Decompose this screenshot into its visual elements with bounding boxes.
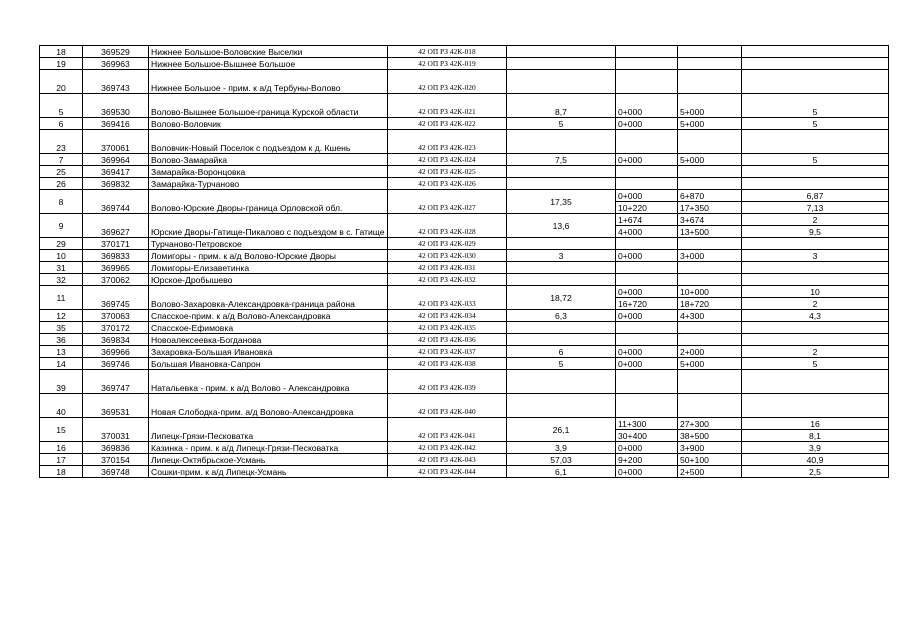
segment-end-cell xyxy=(678,370,742,394)
row-number-cell: 11 xyxy=(40,286,83,310)
segment-end-cell: 2+000 xyxy=(678,346,742,358)
road-code-cell: 42 ОП РЗ 42К-018 xyxy=(388,46,507,58)
road-code-cell: 42 ОП РЗ 42К-029 xyxy=(388,238,507,250)
segment-end-cell: 38+500 xyxy=(678,430,742,442)
segment-end-cell xyxy=(678,58,742,70)
segment-start-cell xyxy=(616,394,678,418)
segment-length-cell xyxy=(742,46,889,58)
segment-length-cell: 5 xyxy=(742,154,889,166)
road-name-cell: Волово-Вышнее Большое-граница Курской области xyxy=(149,94,388,118)
table-row xyxy=(40,394,889,418)
segment-end-cell: 5+000 xyxy=(678,118,742,130)
table-row xyxy=(40,94,889,118)
segment-start-cell xyxy=(616,370,678,394)
segment-end-cell: 6+870 xyxy=(678,190,742,202)
road-id-cell: 369834 xyxy=(83,334,149,346)
road-code-cell: 42 ОП РЗ 42К-028 xyxy=(388,214,507,238)
segment-length-cell xyxy=(742,238,889,250)
road-code-cell: 42 ОП РЗ 42К-035 xyxy=(388,322,507,334)
segment-length-cell: 2 xyxy=(742,298,889,310)
row-number-cell: 40 xyxy=(40,394,83,418)
table-row xyxy=(40,370,889,394)
segment-end-cell xyxy=(678,178,742,190)
row-number-cell: 15 xyxy=(40,418,83,442)
row-number-cell: 29 xyxy=(40,238,83,250)
segment-length-cell xyxy=(742,262,889,274)
row-number-cell: 9 xyxy=(40,214,83,238)
road-id-cell: 369417 xyxy=(83,166,149,178)
row-number-cell: 39 xyxy=(40,370,83,394)
segment-end-cell: 5+000 xyxy=(678,94,742,118)
road-code-cell: 42 ОП РЗ 42К-036 xyxy=(388,334,507,346)
road-length-cell: 6,1 xyxy=(507,466,616,478)
table-row xyxy=(40,250,889,262)
road-code-cell: 42 ОП РЗ 42К-041 xyxy=(388,418,507,442)
table-row xyxy=(40,190,889,202)
road-id-cell: 370171 xyxy=(83,238,149,250)
segment-end-cell xyxy=(678,46,742,58)
road-id-cell: 370062 xyxy=(83,274,149,286)
road-name-cell: Новоалексеевка-Богданова xyxy=(149,334,388,346)
road-length-cell: 3,9 xyxy=(507,442,616,454)
segment-start-cell: 0+000 xyxy=(616,286,678,298)
segment-length-cell: 5 xyxy=(742,94,889,118)
segment-length-cell xyxy=(742,130,889,154)
road-name-cell: Казинка - прим. к а/д Липецк-Грязи-Песковатка xyxy=(149,442,388,454)
road-length-cell xyxy=(507,394,616,418)
road-length-cell xyxy=(507,130,616,154)
segment-start-cell: 0+000 xyxy=(616,346,678,358)
table-row xyxy=(40,346,889,358)
row-number-cell: 23 xyxy=(40,130,83,154)
segment-length-cell: 10 xyxy=(742,286,889,298)
segment-end-cell: 27+300 xyxy=(678,418,742,430)
road-code-cell: 42 ОП РЗ 42К-024 xyxy=(388,154,507,166)
road-length-cell: 5 xyxy=(507,118,616,130)
road-code-cell: 42 ОП РЗ 42К-032 xyxy=(388,274,507,286)
segment-start-cell: 4+000 xyxy=(616,226,678,238)
road-length-cell: 7,5 xyxy=(507,154,616,166)
road-name-cell: Сошки-прим. к а/д Липецк-Усмань xyxy=(149,466,388,478)
segment-start-cell: 0+000 xyxy=(616,310,678,322)
row-number-cell: 10 xyxy=(40,250,83,262)
table-row xyxy=(40,310,889,322)
row-number-cell: 6 xyxy=(40,118,83,130)
row-number-cell: 25 xyxy=(40,166,83,178)
road-id-cell: 369416 xyxy=(83,118,149,130)
segment-start-cell: 0+000 xyxy=(616,466,678,478)
road-id-cell: 369747 xyxy=(83,370,149,394)
segment-length-cell: 8,1 xyxy=(742,430,889,442)
road-name-cell: Спасское-Ефимовка xyxy=(149,322,388,334)
segment-start-cell xyxy=(616,262,678,274)
segment-end-cell xyxy=(678,262,742,274)
road-name-cell: Липецк-Октябрьское-Усмань xyxy=(149,454,388,466)
road-code-cell: 42 ОП РЗ 42К-022 xyxy=(388,118,507,130)
segment-length-cell xyxy=(742,70,889,94)
segment-start-cell: 1+674 xyxy=(616,214,678,226)
segment-start-cell xyxy=(616,166,678,178)
road-name-cell: Волово-Юрские Дворы-граница Орловской обл. xyxy=(149,190,388,214)
road-length-cell: 26,1 xyxy=(507,418,616,442)
road-id-cell: 370154 xyxy=(83,454,149,466)
segment-length-cell xyxy=(742,394,889,418)
segment-start-cell xyxy=(616,130,678,154)
segment-end-cell xyxy=(678,238,742,250)
segment-start-cell xyxy=(616,334,678,346)
segment-length-cell xyxy=(742,166,889,178)
segment-end-cell xyxy=(678,70,742,94)
table-row xyxy=(40,130,889,154)
row-number-cell: 18 xyxy=(40,46,83,58)
segment-end-cell: 2+500 xyxy=(678,466,742,478)
row-number-cell: 26 xyxy=(40,178,83,190)
segment-end-cell xyxy=(678,322,742,334)
segment-start-cell: 9+200 xyxy=(616,454,678,466)
road-id-cell: 369963 xyxy=(83,58,149,70)
segment-end-cell: 5+000 xyxy=(678,358,742,370)
road-code-cell: 42 ОП РЗ 42К-038 xyxy=(388,358,507,370)
segment-start-cell: 0+000 xyxy=(616,118,678,130)
road-length-cell xyxy=(507,262,616,274)
segment-length-cell: 40,9 xyxy=(742,454,889,466)
road-code-cell: 42 ОП РЗ 42К-034 xyxy=(388,310,507,322)
road-code-cell: 42 ОП РЗ 42К-027 xyxy=(388,190,507,214)
segment-length-cell: 2 xyxy=(742,214,889,226)
road-length-cell xyxy=(507,58,616,70)
road-id-cell: 370063 xyxy=(83,310,149,322)
segment-start-cell xyxy=(616,46,678,58)
road-code-cell: 42 ОП РЗ 42К-031 xyxy=(388,262,507,274)
table-row xyxy=(40,274,889,286)
row-number-cell: 36 xyxy=(40,334,83,346)
table-row xyxy=(40,166,889,178)
road-code-cell: 42 ОП РЗ 42К-037 xyxy=(388,346,507,358)
segment-end-cell: 10+000 xyxy=(678,286,742,298)
road-length-cell: 3 xyxy=(507,250,616,262)
segment-length-cell: 5 xyxy=(742,118,889,130)
segment-start-cell xyxy=(616,274,678,286)
road-code-cell: 42 ОП РЗ 42К-030 xyxy=(388,250,507,262)
road-length-cell: 17,35 xyxy=(507,190,616,214)
segment-length-cell: 2,5 xyxy=(742,466,889,478)
road-length-cell xyxy=(507,178,616,190)
road-length-cell xyxy=(507,274,616,286)
row-number-cell: 7 xyxy=(40,154,83,166)
road-id-cell: 369529 xyxy=(83,46,149,58)
road-id-cell: 369743 xyxy=(83,70,149,94)
table-row xyxy=(40,322,889,334)
row-number-cell: 31 xyxy=(40,262,83,274)
road-id-cell: 369748 xyxy=(83,466,149,478)
road-name-cell: Волово-Захаровка-Александровка-граница района xyxy=(149,286,388,310)
road-name-cell: Волово-Воловчик xyxy=(149,118,388,130)
segment-end-cell xyxy=(678,334,742,346)
road-name-cell: Юрское-Дробышево xyxy=(149,274,388,286)
table-row xyxy=(40,286,889,298)
road-name-cell: Нижнее Большое-Вышнее Большое xyxy=(149,58,388,70)
segment-length-cell: 9,5 xyxy=(742,226,889,238)
table-row xyxy=(40,178,889,190)
row-number-cell: 18 xyxy=(40,466,83,478)
row-number-cell: 17 xyxy=(40,454,83,466)
table-row xyxy=(40,46,889,58)
segment-length-cell: 3 xyxy=(742,250,889,262)
segment-length-cell: 5 xyxy=(742,358,889,370)
table-row xyxy=(40,454,889,466)
table-row xyxy=(40,214,889,226)
road-id-cell: 369832 xyxy=(83,178,149,190)
road-name-cell: Волово-Замарайка xyxy=(149,154,388,166)
table-row xyxy=(40,442,889,454)
segment-length-cell: 2 xyxy=(742,346,889,358)
table-row xyxy=(40,154,889,166)
table-row xyxy=(40,58,889,70)
road-name-cell: Турчаново-Петровское xyxy=(149,238,388,250)
segment-length-cell: 6,87 xyxy=(742,190,889,202)
road-length-cell xyxy=(507,334,616,346)
road-name-cell: Новая Слободка-прим. а/д Волово-Александровка xyxy=(149,394,388,418)
road-code-cell: 42 ОП РЗ 42К-026 xyxy=(388,178,507,190)
segment-start-cell xyxy=(616,238,678,250)
segment-start-cell: 0+000 xyxy=(616,190,678,202)
row-number-cell: 5 xyxy=(40,94,83,118)
road-id-cell: 369530 xyxy=(83,94,149,118)
road-code-cell: 42 ОП РЗ 42К-040 xyxy=(388,394,507,418)
road-name-cell: Большая Ивановка-Сапрон xyxy=(149,358,388,370)
road-code-cell: 42 ОП РЗ 42К-021 xyxy=(388,94,507,118)
row-number-cell: 14 xyxy=(40,358,83,370)
row-number-cell: 16 xyxy=(40,442,83,454)
segment-end-cell: 4+300 xyxy=(678,310,742,322)
roads-table xyxy=(39,45,889,478)
road-length-cell: 6 xyxy=(507,346,616,358)
road-length-cell xyxy=(507,166,616,178)
road-length-cell xyxy=(507,46,616,58)
road-name-cell: Спасское-прим. к а/д Волово-Александровка xyxy=(149,310,388,322)
segment-length-cell: 16 xyxy=(742,418,889,430)
segment-end-cell: 3+900 xyxy=(678,442,742,454)
segment-end-cell: 3+674 xyxy=(678,214,742,226)
segment-end-cell: 3+000 xyxy=(678,250,742,262)
segment-start-cell: 11+300 xyxy=(616,418,678,430)
road-id-cell: 369744 xyxy=(83,190,149,214)
road-name-cell: Ломигоры - прим. к а/д Волово-Юрские Дворы xyxy=(149,250,388,262)
road-id-cell: 369746 xyxy=(83,358,149,370)
segment-length-cell: 3,9 xyxy=(742,442,889,454)
segment-length-cell xyxy=(742,58,889,70)
road-id-cell: 369966 xyxy=(83,346,149,358)
road-name-cell: Замарайка-Турчаново xyxy=(149,178,388,190)
segment-end-cell: 50+100 xyxy=(678,454,742,466)
road-id-cell: 370172 xyxy=(83,322,149,334)
road-length-cell: 57,03 xyxy=(507,454,616,466)
road-code-cell: 42 ОП РЗ 42К-033 xyxy=(388,286,507,310)
row-number-cell: 32 xyxy=(40,274,83,286)
segment-length-cell xyxy=(742,178,889,190)
segment-end-cell: 5+000 xyxy=(678,154,742,166)
table-row xyxy=(40,418,889,430)
road-id-cell: 369836 xyxy=(83,442,149,454)
table-row xyxy=(40,238,889,250)
row-number-cell: 12 xyxy=(40,310,83,322)
road-length-cell xyxy=(507,370,616,394)
road-id-cell: 369531 xyxy=(83,394,149,418)
segment-start-cell xyxy=(616,178,678,190)
segment-end-cell: 18+720 xyxy=(678,298,742,310)
row-number-cell: 20 xyxy=(40,70,83,94)
road-length-cell: 5 xyxy=(507,358,616,370)
road-length-cell xyxy=(507,322,616,334)
road-length-cell xyxy=(507,238,616,250)
table-row xyxy=(40,262,889,274)
road-name-cell: Воловчик-Новый Поселок с подъездом к д. Кшень xyxy=(149,130,388,154)
road-name-cell: Натальевка - прим. к а/д Волово - Александровка xyxy=(149,370,388,394)
segment-end-cell: 13+500 xyxy=(678,226,742,238)
road-id-cell: 370031 xyxy=(83,418,149,442)
segment-start-cell xyxy=(616,322,678,334)
road-length-cell: 8,7 xyxy=(507,94,616,118)
segment-start-cell: 30+400 xyxy=(616,430,678,442)
road-code-cell: 42 ОП РЗ 42К-019 xyxy=(388,58,507,70)
road-id-cell: 370061 xyxy=(83,130,149,154)
table-row xyxy=(40,358,889,370)
road-id-cell: 369964 xyxy=(83,154,149,166)
row-number-cell: 19 xyxy=(40,58,83,70)
road-id-cell: 369627 xyxy=(83,214,149,238)
segment-length-cell xyxy=(742,334,889,346)
road-code-cell: 42 ОП РЗ 42К-023 xyxy=(388,130,507,154)
segment-start-cell xyxy=(616,70,678,94)
table-row xyxy=(40,466,889,478)
segment-end-cell xyxy=(678,394,742,418)
road-id-cell: 369833 xyxy=(83,250,149,262)
road-id-cell: 369965 xyxy=(83,262,149,274)
road-code-cell: 42 ОП РЗ 42К-025 xyxy=(388,166,507,178)
segment-start-cell: 0+000 xyxy=(616,358,678,370)
road-id-cell: 369745 xyxy=(83,286,149,310)
road-name-cell: Ломигоры-Елизаветинка xyxy=(149,262,388,274)
segment-length-cell: 4,3 xyxy=(742,310,889,322)
road-code-cell: 42 ОП РЗ 42К-020 xyxy=(388,70,507,94)
segment-length-cell xyxy=(742,370,889,394)
road-length-cell: 18,72 xyxy=(507,286,616,310)
segment-start-cell: 0+000 xyxy=(616,250,678,262)
row-number-cell: 13 xyxy=(40,346,83,358)
row-number-cell: 35 xyxy=(40,322,83,334)
road-name-cell: Захаровка-Большая Ивановка xyxy=(149,346,388,358)
road-code-cell: 42 ОП РЗ 42К-039 xyxy=(388,370,507,394)
table-row xyxy=(40,70,889,94)
segment-end-cell xyxy=(678,166,742,178)
road-code-cell: 42 ОП РЗ 42К-044 xyxy=(388,466,507,478)
segment-length-cell xyxy=(742,274,889,286)
road-length-cell xyxy=(507,70,616,94)
segment-start-cell: 0+000 xyxy=(616,94,678,118)
road-name-cell: Замарайка-Воронцовка xyxy=(149,166,388,178)
road-length-cell: 13,6 xyxy=(507,214,616,238)
segment-end-cell: 17+350 xyxy=(678,202,742,214)
road-code-cell: 42 ОП РЗ 42К-042 xyxy=(388,442,507,454)
segment-start-cell: 0+000 xyxy=(616,154,678,166)
table-row xyxy=(40,334,889,346)
segment-end-cell xyxy=(678,274,742,286)
row-number-cell: 8 xyxy=(40,190,83,214)
road-name-cell: Нижнее Большое - прим. к а/д Тербуны-Волово xyxy=(149,70,388,94)
segment-start-cell: 16+720 xyxy=(616,298,678,310)
segment-end-cell xyxy=(678,130,742,154)
segment-start-cell: 10+220 xyxy=(616,202,678,214)
segment-start-cell xyxy=(616,58,678,70)
road-code-cell: 42 ОП РЗ 42К-043 xyxy=(388,454,507,466)
road-length-cell: 6,3 xyxy=(507,310,616,322)
table-body xyxy=(40,46,889,478)
road-name-cell: Липецк-Грязи-Песковатка xyxy=(149,418,388,442)
segment-length-cell: 7,13 xyxy=(742,202,889,214)
table-row xyxy=(40,118,889,130)
segment-start-cell: 0+000 xyxy=(616,442,678,454)
road-name-cell: Нижнее Большое-Воловские Выселки xyxy=(149,46,388,58)
segment-length-cell xyxy=(742,322,889,334)
road-name-cell: Юрские Дворы-Гатище-Пикалово с подъездом в с. Гатище xyxy=(149,214,388,238)
